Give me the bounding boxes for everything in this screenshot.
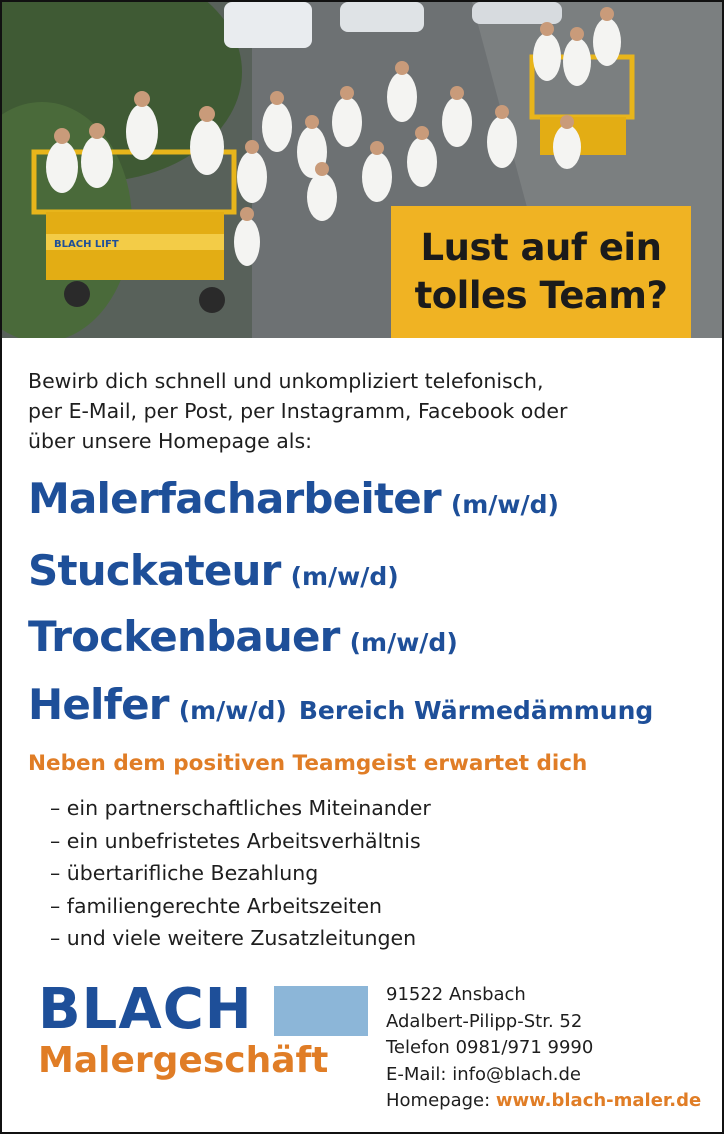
logo-subtitle: Malergeschäft [38, 1040, 329, 1081]
homepage-link[interactable]: www.blach-maler.de [495, 1090, 702, 1111]
job-title: Trockenbauer [28, 612, 340, 661]
contact-city: 91522 Ansbach [386, 984, 526, 1005]
logo-name: BLACH [38, 977, 253, 1042]
job-stuckateur [28, 546, 399, 595]
intro-line-3: über unsere Homepage als: [28, 429, 313, 453]
contact-email[interactable]: E-Mail: info@blach.de [386, 1063, 581, 1085]
job-title: Helfer [28, 680, 169, 729]
intro-line-2: per E-Mail, per Post, per Instagramm, Facebook oder [28, 399, 568, 423]
list-item: – ein partnerschaftliches Miteinander [50, 796, 431, 820]
team-photo [2, 2, 722, 338]
logo-bar [274, 986, 368, 1036]
job-gender-tag: (m/w/d) [349, 628, 458, 657]
contact-homepage [386, 1088, 701, 1115]
contact-phone[interactable]: Telefon 0981/971 9990 [386, 1037, 594, 1058]
headline-line-2: tolles Team? [414, 274, 668, 317]
contact-block [386, 982, 701, 1115]
job-title: Stuckateur [28, 546, 281, 595]
list-item: – familiengerechte Arbeitszeiten [50, 893, 383, 918]
job-malerfacharbeiter [28, 474, 559, 523]
headline-box [391, 206, 691, 338]
benefits-heading: Neben dem positiven Teamgeist erwartet dich [28, 751, 588, 776]
intro-text [28, 366, 688, 456]
intro-line-1: Bewirb dich schnell und unkompliziert telefonisch, [28, 369, 544, 393]
homepage-label: Homepage: [386, 1090, 491, 1111]
job-helfer [28, 680, 653, 729]
job-gender-tag: (m/w/d) [450, 490, 559, 519]
job-title: Malerfacharbeiter [28, 474, 441, 523]
lift-label: BLACH LIFT [54, 239, 119, 250]
job-gender-tag: (m/w/d) [178, 696, 287, 725]
headline-line-1: Lust auf ein [420, 226, 662, 269]
job-gender-tag: (m/w/d) [290, 562, 399, 591]
list-item: – und viele weitere Zusatzleitungen [50, 926, 417, 950]
company-logo [38, 977, 368, 1086]
contact-street: Adalbert-Pilipp-Str. 52 [386, 1010, 583, 1032]
job-trockenbauer [28, 612, 458, 661]
list-item: – übertarifliche Bezahlung [50, 861, 319, 885]
list-item: – ein unbefristetes Arbeitsverhältnis [50, 828, 421, 853]
job-extra: Bereich Wärmedämmung [298, 696, 654, 725]
benefits-list [50, 792, 431, 955]
